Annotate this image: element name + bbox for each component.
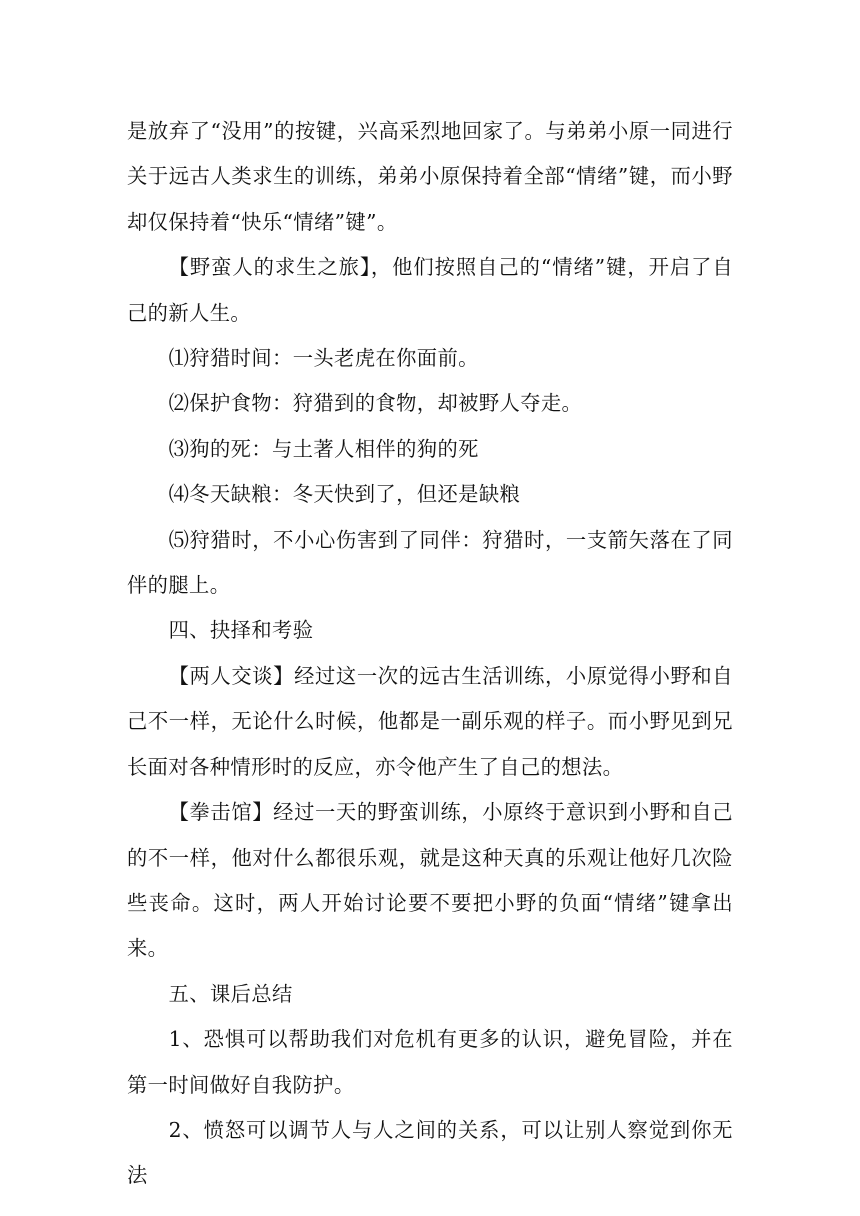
paragraph-boxing-gym: 【拳击馆】经过一天的野蛮训练，小原终于意识到小野和自己的不一样，他对什么都很乐观，就是这种天真的乐观让他好几次险些丧命。这时，两人开始讨论要不要把小野的负面“情绪”键拿出来。 — [127, 800, 733, 961]
summary-item-anger: 2、愤怒可以调节人与人之间的关系，可以让别人察觉到你无法 — [127, 1117, 733, 1188]
section-heading-summary: 五、课后总结 — [168, 981, 293, 1006]
list-item-dog-death: ⑶狗的死：与土著人相伴的狗的死 — [168, 436, 479, 461]
list-item-hunting-time: ⑴狩猎时间：一头老虎在你面前。 — [168, 346, 479, 371]
paragraph-continuation: 是放弃了“没用”的按键，兴高采烈地回家了。与弟弟小原一同进行关于远古人类求生的训练，弟弟小原保持着全部“情绪”键，而小野却仅保持着“快乐“情绪”键”。 — [127, 119, 733, 234]
paragraph-conversation: 【两人交谈】经过这一次的远古生活训练，小原觉得小野和自己不一样，无论什么时候，他都是一副乐观的样子。而小野见到兄长面对各种情形时的反应，亦令他产生了自己的想法。 — [127, 663, 733, 779]
list-item-winter-food-shortage: ⑷冬天缺粮：冬天快到了，但还是缺粮 — [168, 482, 521, 507]
document-body — [127, 109, 733, 1199]
summary-item-fear: 1、恐惧可以帮助我们对危机有更多的认识，避免冒险，并在第一时间做好自我防护。 — [127, 1027, 733, 1097]
list-item-protect-food: ⑵保护食物：狩猎到的食物，却被野人夺走。 — [168, 391, 583, 416]
list-item-hunting-accident: ⑸狩猎时，不小心伤害到了同伴：狩猎时，一支箭矢落在了同伴的腿上。 — [127, 527, 733, 598]
section-heading-choice-and-test: 四、抉择和考验 — [168, 618, 314, 643]
paragraph-survival-journey: 【野蛮人的求生之旅】，他们按照自己的“情绪”键，开启了自己的新人生。 — [127, 255, 733, 325]
